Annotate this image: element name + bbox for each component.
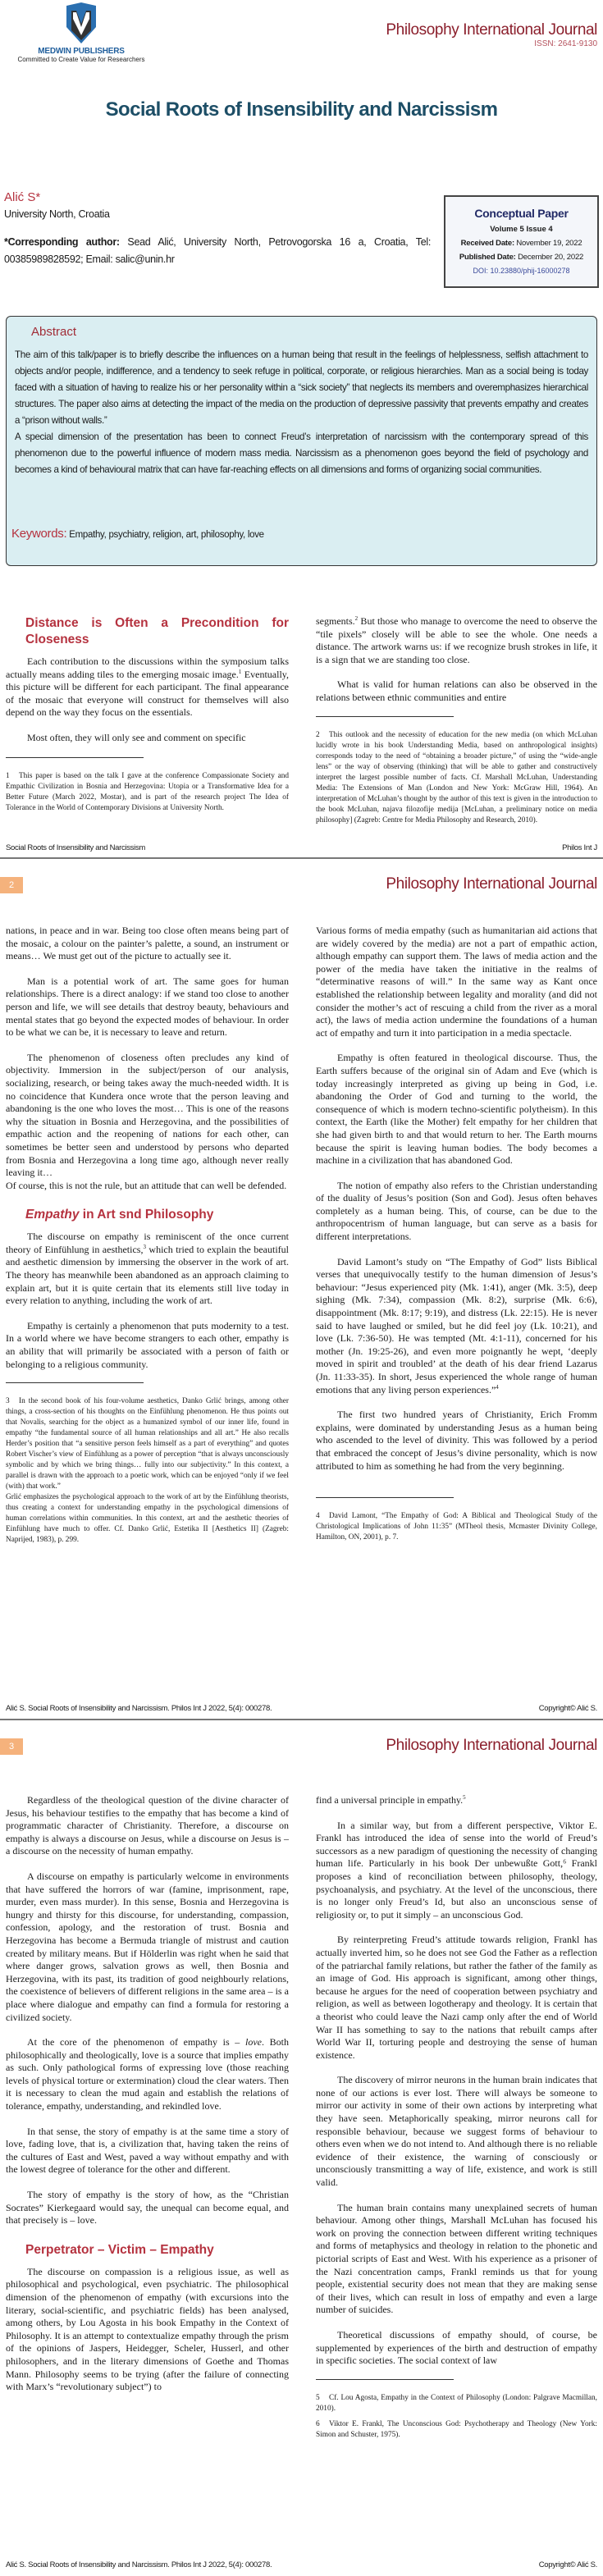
paragraph: The discourse on empathy is reminiscent of the once current theory of Einfühlung in aesthetics,$^3$ which tried to explain the beautiful and aesthetic dimension by immersing the observer in the work of art. The theory has meanwhile been abandoned as an approach claiming to explain art, but it is quite certain that its elements still live today in every relation to anything, including the work of art. — [6, 1231, 289, 1307]
publisher-tagline: Committed to Create Value for Researchers — [17, 56, 145, 63]
running-footer — [6, 2560, 597, 2569]
footnote-ref[interactable]: 5 — [463, 1794, 466, 1801]
paragraph: Empathy is certainly a phenomenon that puts modernity to a test. In a world where we have become strangers to each other, empathy is an ability that will primarily be associated with a person of faith or belonging to a religious community. — [6, 1319, 289, 1370]
footnote-divider — [316, 716, 454, 717]
abstract-box — [6, 316, 597, 566]
keywords-value: Empathy, psychiatry, religion, art, philosophy, love — [66, 530, 264, 540]
page-2 — [0, 857, 603, 1719]
page-3 — [0, 1719, 603, 2576]
paragraph: Empathy is often featured in theological discourse. Thus, the Earth suffers because of the original sin of Adam and Eve (which is today increasingly interpreted as giving up being in God, i.e. abandoning the Order of God and turning to the world, the consequence of which is modern techno-scientific polytheism). In this context, the Earth (like the Mother) felt empathy for her children that she had given birth to and that would return to her. The Earth mourns because the spirit is leaving human bodies. The body becomes a machine in a civilization that has abandoned God. — [316, 1052, 597, 1167]
page3-left-column — [6, 1794, 289, 2406]
running-footer — [6, 1704, 597, 1713]
section-heading-empathy-art: Empathy in Art snd Philosophy — [25, 1208, 214, 1222]
paragraph: What is valid for human relations can also be observed in the relations between ethnic communities and entire — [316, 678, 597, 703]
paragraph: The phenomenon of closeness often precludes any kind of objectivity. Immersion in the subject/person of our analysis, socializing, research, or being takes away the much-needed width. It is no coincidence that Kundera once wrote that the person leaving and abandoning is the one who loves the most… This is one of the reasons why the situation in Bosnia and Herzegovina, and the possibilities of empathic action and the reopening of nations for each other, can sometimes be better seen and understood by persons who departed from Bosnia and Herzegovina a long time ago, although never really leaving it… — [6, 1051, 289, 1179]
paragraph: Most often, they will only see and comment on specific — [27, 731, 246, 743]
footnote-ref[interactable]: 3 — [143, 1243, 146, 1250]
footnote-4: 4 David Lamont, “The Empathy of God: A Biblical and Theological Study of the Christological Implications of John 11:35” (MTheol thesis, Mcmaster Divinity College, Hamilton, ON, 2001), p. 7. — [316, 1512, 597, 1542]
abstract-heading: Abstract — [31, 325, 77, 339]
footnote-3-continued: Grlić emphasizes the psychological approach to the work of art by the Einfühlung theorists, thus creating a context for understanding empathy in the psychological dimensions of human correlations within communities. In this context, art and the aesthetic theories of Einfühlung have much to offer. Cf. Danko Grlić, Estetika II [Aesthetics II] (Zagreb: Naprijed, 1983), p. 299. — [6, 1493, 289, 1545]
footer-journal-abbrev: Philos Int J — [562, 843, 597, 852]
publisher-name: MEDWIN PUBLISHERS — [38, 47, 125, 56]
doi-link[interactable]: DOI: 10.23880/phij-16000278 — [473, 267, 570, 275]
paragraph: In a similar way, but from a different perspective, Viktor E. Frankl has introduced the idea of sense into the world of Freud’s successors as a new paradigm of questioning the necessity of changing human life. Particularly in his book Der unbewußte Gott,⁶ Frankl proposes a kind of reconciliation between philosophy, theology, psychoanalysis, and psychiatry. At the level of the unconscious, there is no longer only Freud’s Id, but also an unconscious sense of religiosity or, to put it simply – an unconscious God. — [316, 1819, 597, 1921]
paragraph: find a universal principle in empathy.$^5$ — [316, 1794, 466, 1806]
received-label: Received Date: — [460, 239, 514, 248]
paragraph: The human brain contains many unexplained secrets of human behaviour. Among other things, Marshall McLuhan has focused his work on proving the connection between different writing techniques and forms of metaphysics and theology in relation to the phonetic and pictorial scripts of East and West. With his experience as a prisoner of the Nazi concentration camps, Frankl reminds us that for young people, existential security does not mean that they are making sense of their lives, which can result in loss of empathy and even a large number of suicides. — [316, 2201, 597, 2316]
footnote-ref[interactable]: 1 — [238, 668, 242, 675]
page1-left-column — [6, 615, 289, 819]
corresponding-label: *Corresponding author: — [4, 236, 120, 248]
page3-right-column — [316, 1794, 597, 2446]
footer-citation: Alić S. Social Roots of Insensibility and Narcissism. Philos Int J 2022, 5(4): 000278. — [6, 2560, 272, 2569]
paragraph: segments.$^2$ But those who manage to overcome the need to observe the “tile pixels” closely will be able to see the whole. One needs a distance. The artwork warns us: if we recognize brush strokes in life, it is a sign that we are standing too close. — [316, 615, 597, 665]
footer-copyright: Copyright© Alić S. — [538, 2560, 597, 2569]
paragraph: By reinterpreting Freud’s attitude towards religion, Frankl has actually inverted him, so he does not see God the Father as a reflection of the patriarchal family relations, but rather the father of the family as an image of God. His approach is significant, among other things, because he argues for the need of cooperation between psychiatry and religion, as well as between logotherapy and theology. It is certain that a theorist who could leave the Nazi camp only after the end of World War II has something to say to the nations that rebuilt camps after World War II, torturing people and destroying the sense of human existence. — [316, 1934, 597, 2061]
journal-name: Philosophy International Journal — [386, 875, 597, 893]
journal-title-block — [386, 21, 597, 48]
paragraph: In that sense, the story of empathy is at the same time a story of love, fading love, that is, a civilization that, having taken the reins of the cultures of East and West, paved a way without empathy and with the lowest degree of tolerance for the other and different. — [6, 2125, 289, 2176]
journal-name: Philosophy International Journal — [386, 21, 597, 39]
journal-name: Philosophy International Journal — [386, 1737, 597, 1754]
paragraph: The first two hundred years of Christianity, Erich Fromm explains, were dominated by understanding Jesus as a human being who ascended to the level of divinity. This was followed by a period that embraced the concept of Jesus’s divine personality, which is now attributed to him as something he had from the very beginning. — [316, 1409, 597, 1472]
medwin-shield-icon — [65, 2, 98, 45]
keywords-label: Keywords: — [11, 527, 67, 541]
volume-issue: Volume 5 Issue 4 — [490, 225, 553, 234]
page2-right-column — [316, 925, 597, 1548]
page-header — [0, 0, 603, 66]
page-number-badge: 3 — [0, 1738, 23, 1755]
footer-copyright: Copyright© Alić S. — [538, 1704, 597, 1713]
footnote-ref[interactable]: 2 — [354, 615, 359, 622]
footnote-3: 3 In the second book of his four-volume aesthetics, Danko Grlić brings, among other things, a cross-section of his thoughts on the Einfühlung phenomenon. He thus points out that Novalis, searching for the object as a humanized symbol of our inner life, found in empathy “the fundamental source of all human relationships and all art.” He also recalls Herder’s position that “a sensitive person feels himself as a part of everything” and quotes Robert Vischer’s view of Einfühlung as a power of perception “that is always unconsciously symbolic and by which we bring things… fully into our subjectivity.” In this context, a parallel is drawn with the approach to a poetic work, which can be enjoyed “only if we feel (with) that work.” — [6, 1397, 289, 1491]
page-1 — [0, 0, 603, 857]
page-number-badge: 2 — [0, 877, 23, 893]
abstract-paragraph-2: A special dimension of the presentation has been to connect Freud’s interpretation of narcissism with the contemporary spread of this phenomenon due to the powerful influence of modern mass media. Narcissism as a phenomenon goes beyond the field of psychology and becomes a kind of behavioural matrix that can have far-reaching effects on all dimensions and forms of organizing social communities. — [15, 432, 588, 475]
paragraph: The discourse on compassion is a religious issue, as well as philosophical and psychological, even psychiatric. The philosophical dimension of the phenomenon of empathy (with excursions into the literary, social-scientific, and psychiatric fields) has been analysed, among others, by Lou Agosta in his book Empathy in the Context of Philosophy. It is an attempt to contextualize empathy through the prism of the opinions of Jaspers, Heidegger, Scheler, Husserl, and other philosophers, and in the literary dimensions of Goethe and Thomas Mann. Philosophy seems to be trying (after the failure of connecting with Marx’s “revolutionary subject”) to — [6, 2265, 289, 2393]
footnote-6: 6 Viktor E. Frankl, The Unconscious God: Psychotherapy and Theology (New York: Simon and Schuster, 1975). — [316, 2419, 597, 2439]
author-affiliation: University North, Croatia — [4, 208, 110, 220]
paragraph: Man is a potential work of art. The same goes for human relationships. There is a direct analogy: if we stand too close to another person and life, we will see details that destroy beauty, behaviours and mental states that go beyond the expected modes of behaviour. In order to be what we can be, it is necessary to leave and return. — [6, 975, 289, 1039]
footnote-divider — [6, 1382, 144, 1383]
received-value: November 19, 2022 — [514, 239, 582, 248]
paper-title: Social Roots of Insensibility and Narcissism — [105, 98, 498, 121]
page2-left-column — [6, 925, 289, 1551]
paragraph: The discovery of mirror neurons in the human brain indicates that none of our actions is ever lost. There will always be someone to mirror our activity in some of their own actions by interpreting what they have seen. Metaphorically speaking, mirror neurons call for responsible behaviour, because we suggest forms of behaviour to others even when we do not intend to. And although there is no reliable evidence of their existence, the warning of consciously or unconsciously transmitting a way of life, existence, and work is still valid. — [316, 2074, 597, 2189]
paragraph: Various forms of media empathy (such as humanitarian aid actions that are widely covered by the media) are not a part of empathic action, although empathy can support them. The laws of media action and the power of the media have taken the initiative in the realms of “determinative reasons of will.” In the same way as Kant once established the relationship between legality and morality (and did not consider the mother’s act of rescuing a child from the river as a moral act), the laws of media action undermine the foundations of a human act of empathy and turn it into participation in a media spectacle. — [316, 925, 597, 1039]
page1-right-column — [316, 615, 597, 831]
publisher-logo — [3, 2, 159, 63]
paragraph: The story of empathy is the story of how, as the “Christian Socrates” Kierkegaard would say, the unequal can become equal, and that precisely is – love. — [6, 2189, 289, 2227]
corresponding-author — [4, 234, 431, 269]
footnote-5: 5 Cf. Lou Agosta, Empathy in the Context of Philosophy (London: Palgrave Macmillan, 2010). — [316, 2393, 597, 2413]
author-block — [4, 190, 431, 269]
footnote-divider — [316, 1497, 454, 1498]
corresponding-text: Sead Alić, University North, Petrovogorska 16 a, Croatia, Tel: 00385989828592; Email: salic@unin.hr — [4, 236, 431, 266]
keywords-row — [11, 527, 264, 541]
paragraph: Regardless of the theological question of the divine character of Jesus, his behaviour testifies to the empathy that has become a kind of programmatic character of Christianity. Therefore, a discourse on empathy is always a discourse on Jesus, while a discourse on Jesus is – a discourse on the necessity of human empathy. — [6, 1794, 289, 1857]
section-heading-distance: Distance is Often a Precondition for Closeness — [25, 616, 289, 646]
footnote-1: 1 This paper is based on the talk I gave at the conference Compassionate Society and Empathic Civilization in Bosnia and Herzegovina: Utopia or a Transformative Idea for a Better Future (March 2022, Mostar), and is part of the research project The Idea of Tolerance in the World of Contemporary Divisions at University North. — [6, 771, 289, 812]
footnote-divider — [6, 757, 144, 758]
article-type: Conceptual Paper — [474, 207, 569, 220]
paragraph: At the core of the phenomenon of empathy is – love. Both philosophically and theologically, love is a source that implies empathy as such. Only pathological forms of expressing love (those reaching levels of physical torture or extermination) cloud the clear waters. Then it is necessary to clean the mud again and establish the relations of tolerance, empathy, understanding, and rekindled love. — [6, 2036, 289, 2112]
footnote-2: 2 This outlook and the necessity of education for the new media (on which McLuhan lucidly wrote in his book Understanding Media, based on anthropological insights) corresponds today to the need of “obtaining a broader picture,” of using the “wide-angle lens” or the way of observing (thinking) that will be able to gather and constructively interpret the largest possible number of facts. Cf. Marshall McLuhan, Understanding Media: The Extensions of Man (London and New York: McGraw Hill, 1964). An interpretation of McLuhan’s thought by the author of this text is given in the introduction to the book McLuhan, najava filozofije medija [McLuhan, a preliminary notice on media philosophy] (Zagreb: Centre for Media Philosophy and Research, 2010). — [316, 730, 597, 824]
received-date — [445, 239, 597, 248]
published-value: December 20, 2022 — [515, 253, 584, 262]
running-footer — [6, 843, 597, 852]
paragraph: Theoretical discussions of empathy should, of course, be supplemented by experiences of the birth and destruction of empathy in specific societies. The social context of law — [316, 2328, 597, 2367]
paragraph: The notion of empathy also refers to the Christian understanding of the duality of Jesus’s position (Son and God). Jesus often behaves completely as a human being. This, of course, can be due to the anthropocentrism of human language, but can serve as a basis for different interpretations. — [316, 1179, 597, 1243]
footnote-ref[interactable]: 4 — [496, 1383, 499, 1391]
footer-citation: Alić S. Social Roots of Insensibility and Narcissism. Philos Int J 2022, 5(4): 000278. — [6, 1704, 272, 1713]
section-heading-perpetrator: Perpetrator – Victim – Empathy — [25, 2242, 214, 2257]
paragraph: David Lamont’s study on “The Empathy of God” lists Biblical verses that unequivocally testify to the human dimension of Jesus’s behaviour: “Jesus experienced pity (Mk. 1:41), anger (Mk. 3:5), deep sighing (Mk. 7:34), compassion (Mk. 8:2), surprise (Mk. 6:6), disappointment (Mk. 8:17; 9:19), and distress (Lk. 22:15). He is never said to have laughed or smiled, but he did feel joy (Lk. 10:21), and love (Lk. 7:36-50). He was tempted (Mt. 4:1-11), concerned for his mother (Jn. 19:25-26), and even more poignantly he wept, ‘deeply moved in spirit and troubled’ at the death of his dear friend Lazarus (Jn. 11:33-35). In short, Jesus experienced the whole range of human emotions that any living person experiences.”$^4$ — [316, 1255, 597, 1395]
paragraph: A discourse on empathy is particularly welcome in environments that have suffered the horrors of war (famine, imprisonment, rape, murder, even mass murder). In this sense, Bosnia and Herzegovina is hungry and thirsty for this discourse, for understanding, compassion, confession, apology, and the restoration of trust. Bosnia and Herzegovina has become a Bermuda triangle of mistrust and caution created by military means. But if Hölderlin was right when he said that where danger grows, salvation grows as well, then Bosnia and Herzegovina, with its past, its tradition of good neighbourly relations, the coexistence of believers of different religions in the same area – is a place where dialogue and empathy can find a formula for restoring a civilized society. — [6, 1870, 289, 2023]
paragraph: Of course, this is not the rule, but an attitude that can well be defended. — [6, 1179, 287, 1191]
abstract-paragraph-1: The aim of this talk/paper is to briefly describe the influences on a human being that result in the feelings of helplessness, selfish attachment to objects and/or people, indifference, and a tendency to seek refuge in political, corporate, or religious hierarchies. Man as a social being is today faced with a situation of having to realize his or her personality within a “sick society” that neglects its members and overemphasizes hierarchical structures. The paper also aims at detecting the impact of the media on the production of depressive passivity that prevents empathy and creates a “prison without walls.” — [15, 349, 588, 426]
journal-issn: ISSN: 2641-9130 — [534, 39, 597, 48]
author-name[interactable]: Alić S* — [4, 190, 41, 204]
footnote-divider — [316, 2379, 454, 2380]
paragraph: nations, in peace and in war. Being too close often means being part of the mosaic, a colour on the painter’s palette, a sound, an instrument or means… We must get out of the picture to actually see it. — [6, 925, 289, 962]
paragraph: Each contribution to the discussions within the symposium talks actually means adding tiles to the emerging mosaic image.$^1$ Eventually, this picture will be different for each participant. The final appearance of the mosaic that everyone will construct for themselves will also depend on the way they focus on the essentials. — [6, 655, 289, 719]
footer-title: Social Roots of Insensibility and Narcissism — [6, 843, 146, 852]
published-label: Published Date: — [459, 253, 516, 262]
article-info-box — [444, 195, 599, 288]
published-date — [445, 253, 597, 262]
